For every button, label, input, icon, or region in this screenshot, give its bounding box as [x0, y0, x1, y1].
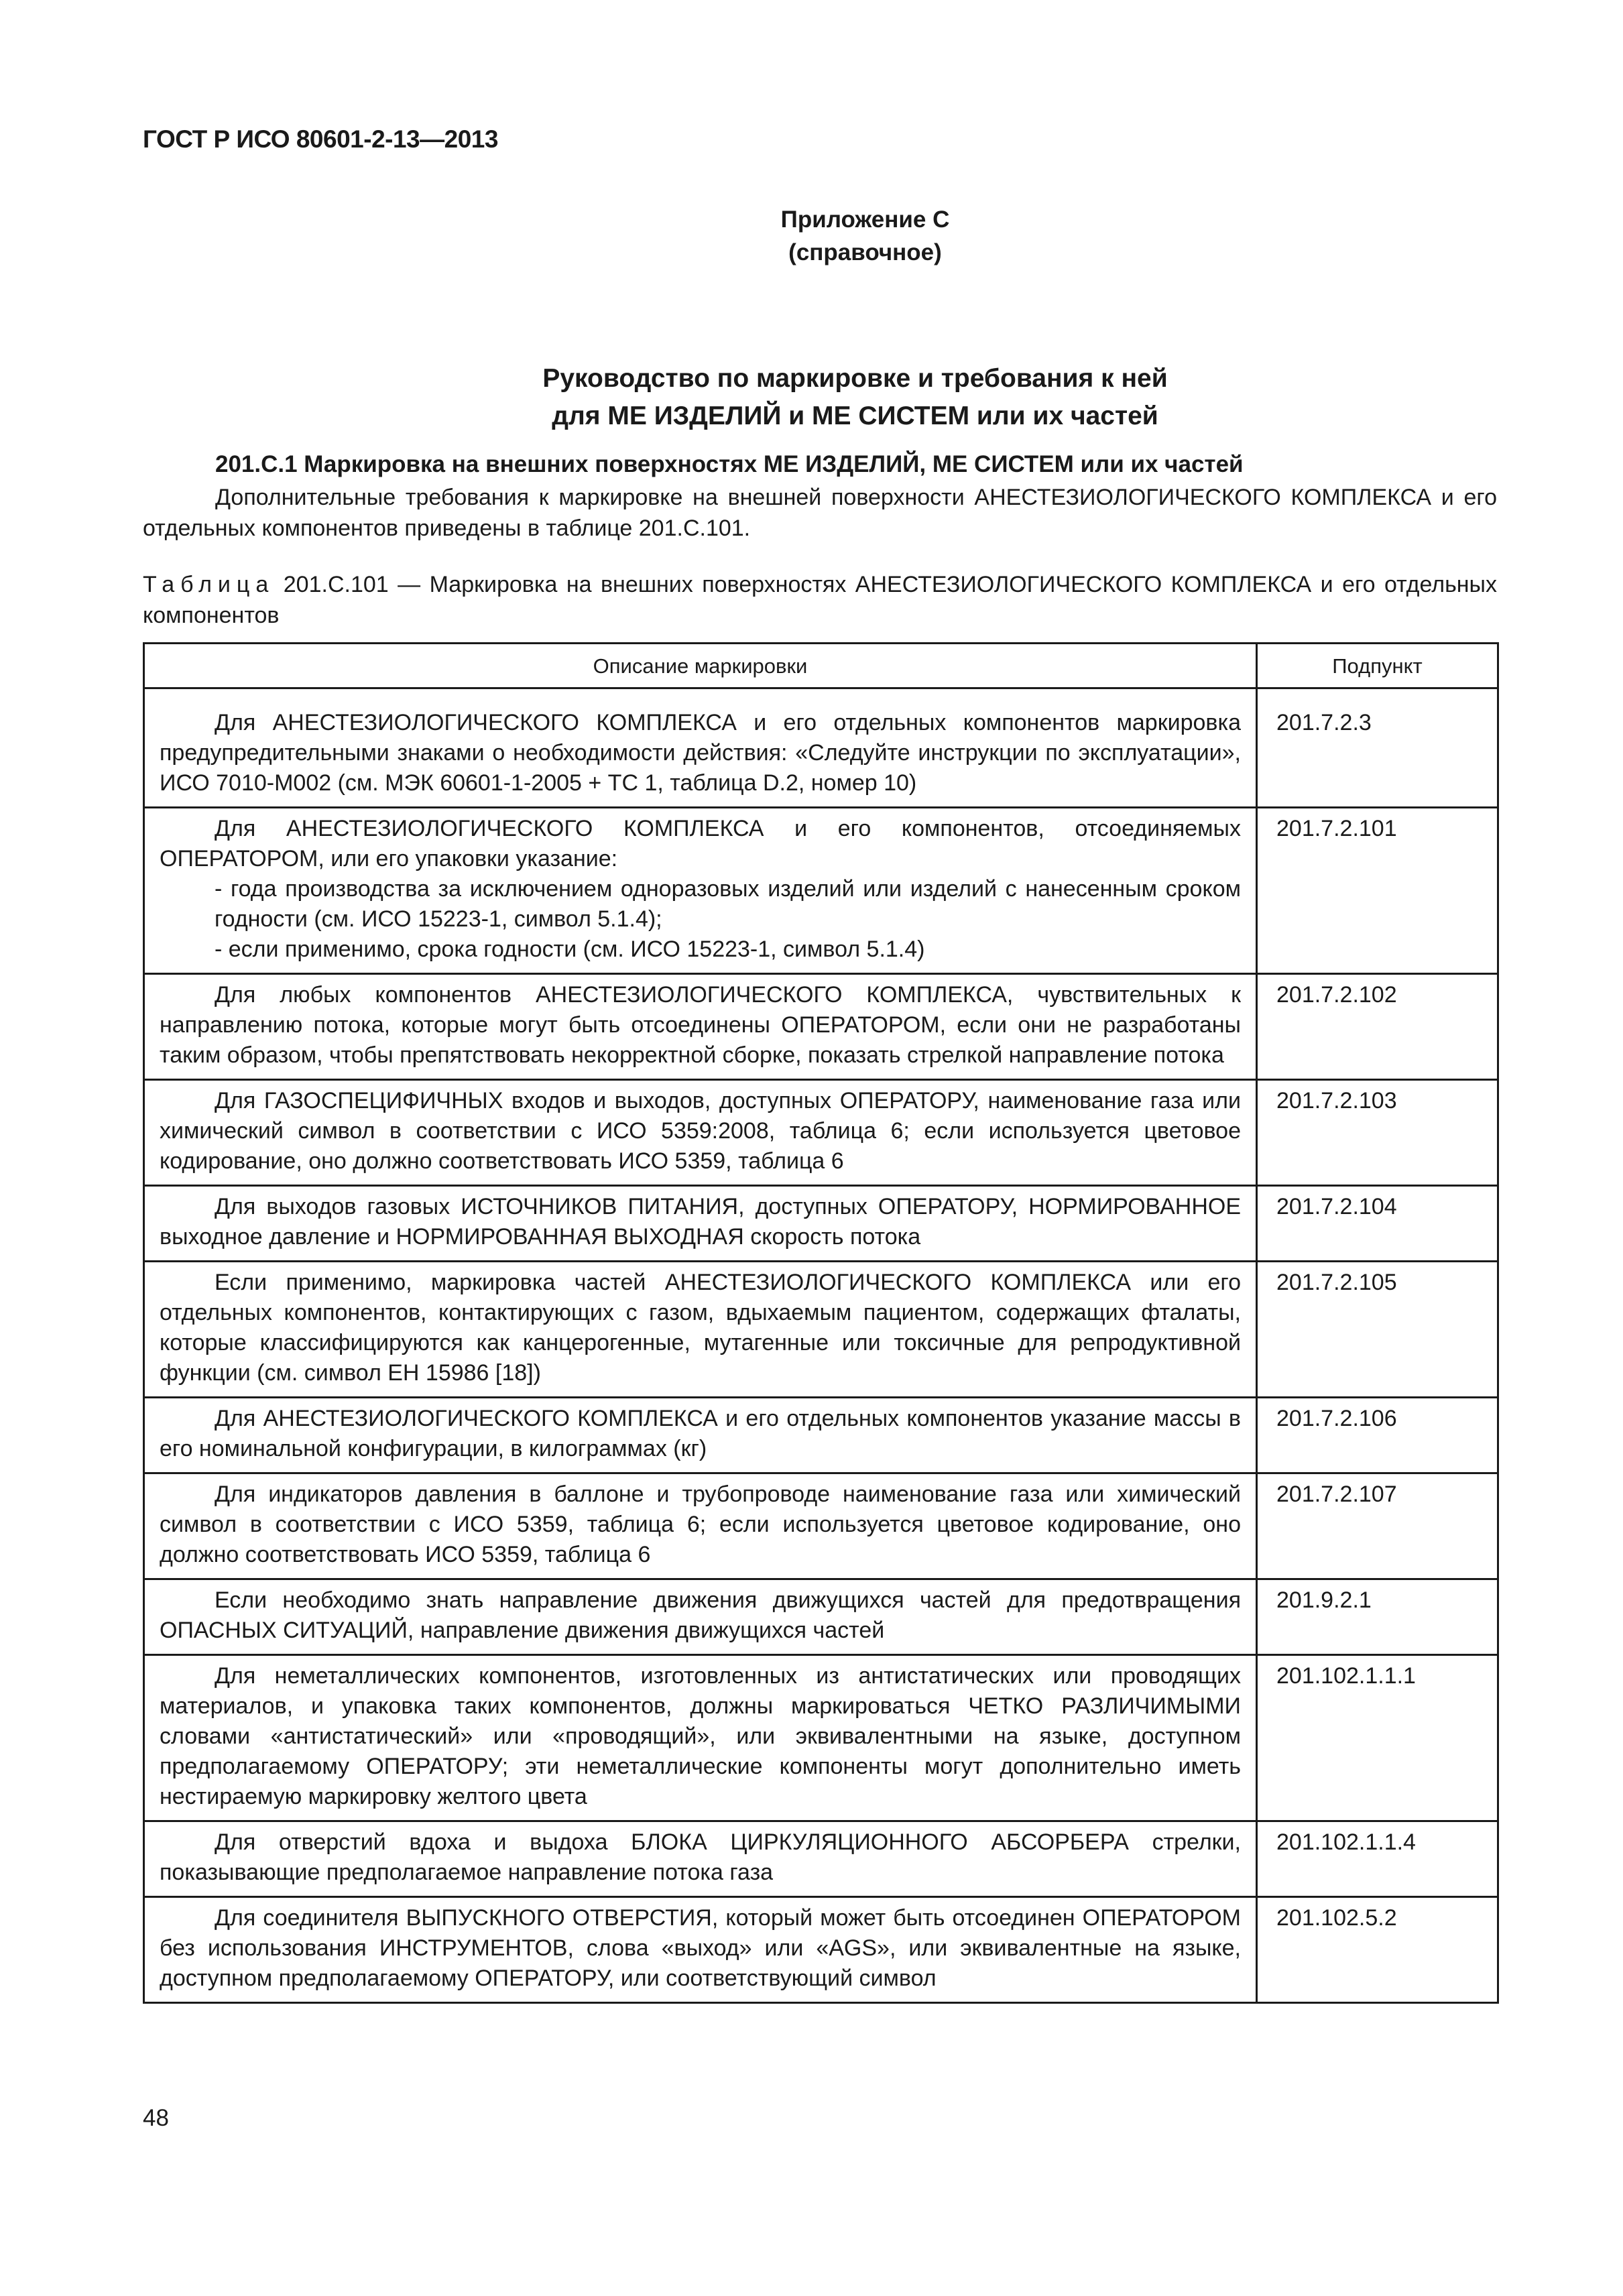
annex-kind: (справочное): [788, 239, 942, 265]
table-caption: [143, 569, 1497, 631]
description-text: Для любых компонентов АНЕСТЕЗИОЛОГИЧЕСКОГО КОМПЛЕКСА, чувствительных к направлению потока, которые могут быть отсоединены ОПЕРАТОРОМ, если они не разработаны таким образом, чтобы препятствовать некорректной сборке, показать стрелкой направление потока: [160, 982, 1241, 1068]
row-description: [144, 1579, 1257, 1655]
header-clause: Подпункт: [1257, 644, 1498, 688]
description-text: Для выходов газовых ИСТОЧНИКОВ ПИТАНИЯ, доступных ОПЕРАТОРУ, НОРМИРОВАННОЕ выходное давление и НОРМИРОВАННАЯ ВЫХОДНАЯ скорость потока: [160, 1194, 1241, 1250]
table-row: [144, 1473, 1498, 1579]
table-row: [144, 1579, 1498, 1655]
table-caption-word: Таблица: [143, 572, 275, 597]
row-description: [144, 1262, 1257, 1398]
annex-heading: [0, 203, 1623, 269]
row-clause: 201.7.2.3: [1257, 703, 1498, 808]
row-description: [144, 974, 1257, 1080]
row-description: [144, 703, 1257, 808]
title-line-2: для МЕ ИЗДЕЛИЙ и МЕ СИСТЕМ или их частей: [552, 402, 1158, 430]
row-clause: 201.102.1.1.1: [1257, 1655, 1498, 1821]
row-description: [144, 1398, 1257, 1473]
description-text: Для соединителя ВЫПУСКНОГО ОТВЕРСТИЯ, который может быть отсоединен ОПЕРАТОРОМ без использования ИНСТРУМЕНТОВ, слова «выход» или «AGS», или эквивалентные на языке, доступном предполагаемому ОПЕРАТОРУ, или соответствующий символ: [160, 1905, 1241, 1991]
standard-id: ГОСТ Р ИСО 80601-2-13—2013: [143, 125, 498, 153]
row-description: [144, 808, 1257, 974]
table-caption-text: 201.С.101 — Маркировка на внешних поверхностях АНЕСТЕЗИОЛОГИЧЕСКОГО КОМПЛЕКСА и его отдельных компонентов: [143, 572, 1497, 628]
row-clause: 201.102.5.2: [1257, 1897, 1498, 2003]
section-intro: Дополнительные требования к маркировке на внешней поверхности АНЕСТЕЗИОЛОГИЧЕСКОГО КОМПЛЕКСА и его отдельных компонентов приведены в таблице 201.С.101.: [143, 485, 1497, 541]
document-title: [0, 360, 1623, 435]
description-text: Для ГАЗОСПЕЦИФИЧНЫХ входов и выходов, доступных ОПЕРАТОРУ, наименование газа или химический символ в соответствии с ИСО 5359:2008, таблица 6; если используется цветовое кодирование, оно должно соответствовать ИСО 5359, таблица 6: [160, 1088, 1241, 1174]
description-text: Если необходимо знать направление движения движущихся частей для предотвращения ОПАСНЫХ СИТУАЦИЙ, направление движения движущихся частей: [160, 1587, 1241, 1643]
table-row: [144, 1398, 1498, 1473]
title-line-1: Руководство по маркировке и требования к ней: [542, 364, 1168, 393]
description-text: Для отверстий вдоха и выдоха БЛОКА ЦИРКУЛЯЦИОННОГО АБСОРБЕРА стрелки, показывающие предполагаемое направление потока газа: [160, 1829, 1241, 1885]
description-text: Если применимо, маркировка частей АНЕСТЕЗИОЛОГИЧЕСКОГО КОМПЛЕКСА или его отдельных компонентов, контактирующих с газом, вдыхаемым пациентом, содержащих фталаты, которые классифицируются как канцерогенные, мутагенные или токсичные для репродуктивной функции (см. символ ЕН 15986 [18]): [160, 1270, 1241, 1386]
row-clause: 201.7.2.105: [1257, 1262, 1498, 1398]
row-clause: 201.102.1.1.4: [1257, 1821, 1498, 1897]
table-row: [144, 1186, 1498, 1262]
table-row: [144, 974, 1498, 1080]
page-number: 48: [143, 2105, 169, 2131]
table-row: [144, 1897, 1498, 2003]
table-row: [144, 1262, 1498, 1398]
header-description: Описание маркировки: [144, 644, 1257, 688]
row-description: [144, 1186, 1257, 1262]
row-clause: 201.9.2.1: [1257, 1579, 1498, 1655]
marking-table: [143, 642, 1499, 2004]
row-description: [144, 1821, 1257, 1897]
row-clause: 201.7.2.102: [1257, 974, 1498, 1080]
row-clause: 201.7.2.101: [1257, 808, 1498, 974]
table-header-row: [144, 644, 1498, 688]
row-description: [144, 1655, 1257, 1821]
table-spacer-row: [144, 688, 1498, 703]
table-row: [144, 1655, 1498, 1821]
row-description: [144, 1473, 1257, 1579]
description-text: Для АНЕСТЕЗИОЛОГИЧЕСКОГО КОМПЛЕКСА и его отдельных компонентов указание массы в его номинальной конфигурации, в килограммах (кг): [160, 1406, 1241, 1461]
table-row: [144, 703, 1498, 808]
description-text: Для АНЕСТЕЗИОЛОГИЧЕСКОГО КОМПЛЕКСА и его отдельных компонентов маркировка предупредительными знаками о необходимости действия: «Следуйте инструкции по эксплуатации», ИСО 7010-М002 (см. МЭК 60601-1-2005 + ТС 1, таблица D.2, номер 10): [160, 710, 1241, 796]
row-clause: 201.7.2.107: [1257, 1473, 1498, 1579]
table-row: [144, 1821, 1498, 1897]
row-clause: 201.7.2.103: [1257, 1080, 1498, 1186]
description-text: Для неметаллических компонентов, изготовленных из антистатических или проводящих материалов, и упаковка таких компонентов, должны маркироваться ЧЕТКО РАЗЛИЧИМЫМИ словами «антистатический» или «проводящий», или эквивалентными на языке, доступном предполагаемому ОПЕРАТОРУ; эти неметаллические компоненты могут дополнительно иметь нестираемую маркировку желтого цвета: [160, 1663, 1241, 1809]
row-clause: 201.7.2.106: [1257, 1398, 1498, 1473]
section-heading: 201.С.1 Маркировка на внешних поверхностях МЕ ИЗДЕЛИЙ, МЕ СИСТЕМ или их частей: [215, 451, 1244, 477]
description-text: Для индикаторов давления в баллоне и трубопроводе наименование газа или химический символ в соответствии с ИСО 5359, таблица 6; если используется цветовое кодирование, оно должно соответствовать ИСО 5359, таблица 6: [160, 1482, 1241, 1567]
row-description: [144, 1080, 1257, 1186]
spacer-cell: [144, 688, 1257, 703]
description-text: Для АНЕСТЕЗИОЛОГИЧЕСКОГО КОМПЛЕКСА и его компонентов, отсоединяемых ОПЕРАТОРОМ, или его упаковки указание:: [160, 816, 1241, 871]
table-row: [144, 808, 1498, 974]
row-clause: 201.7.2.104: [1257, 1186, 1498, 1262]
description-list-item: - года производства за исключением одноразовых изделий или изделий с нанесенным сроком годности (см. ИСО 15223-1, символ 5.1.4);: [215, 876, 1241, 932]
row-description: [144, 1897, 1257, 2003]
annex-label: Приложение С: [780, 206, 950, 233]
description-list-item: - если применимо, срока годности (см. ИСО 15223-1, символ 5.1.4): [215, 936, 925, 962]
spacer-cell: [1257, 688, 1498, 703]
table-row: [144, 1080, 1498, 1186]
